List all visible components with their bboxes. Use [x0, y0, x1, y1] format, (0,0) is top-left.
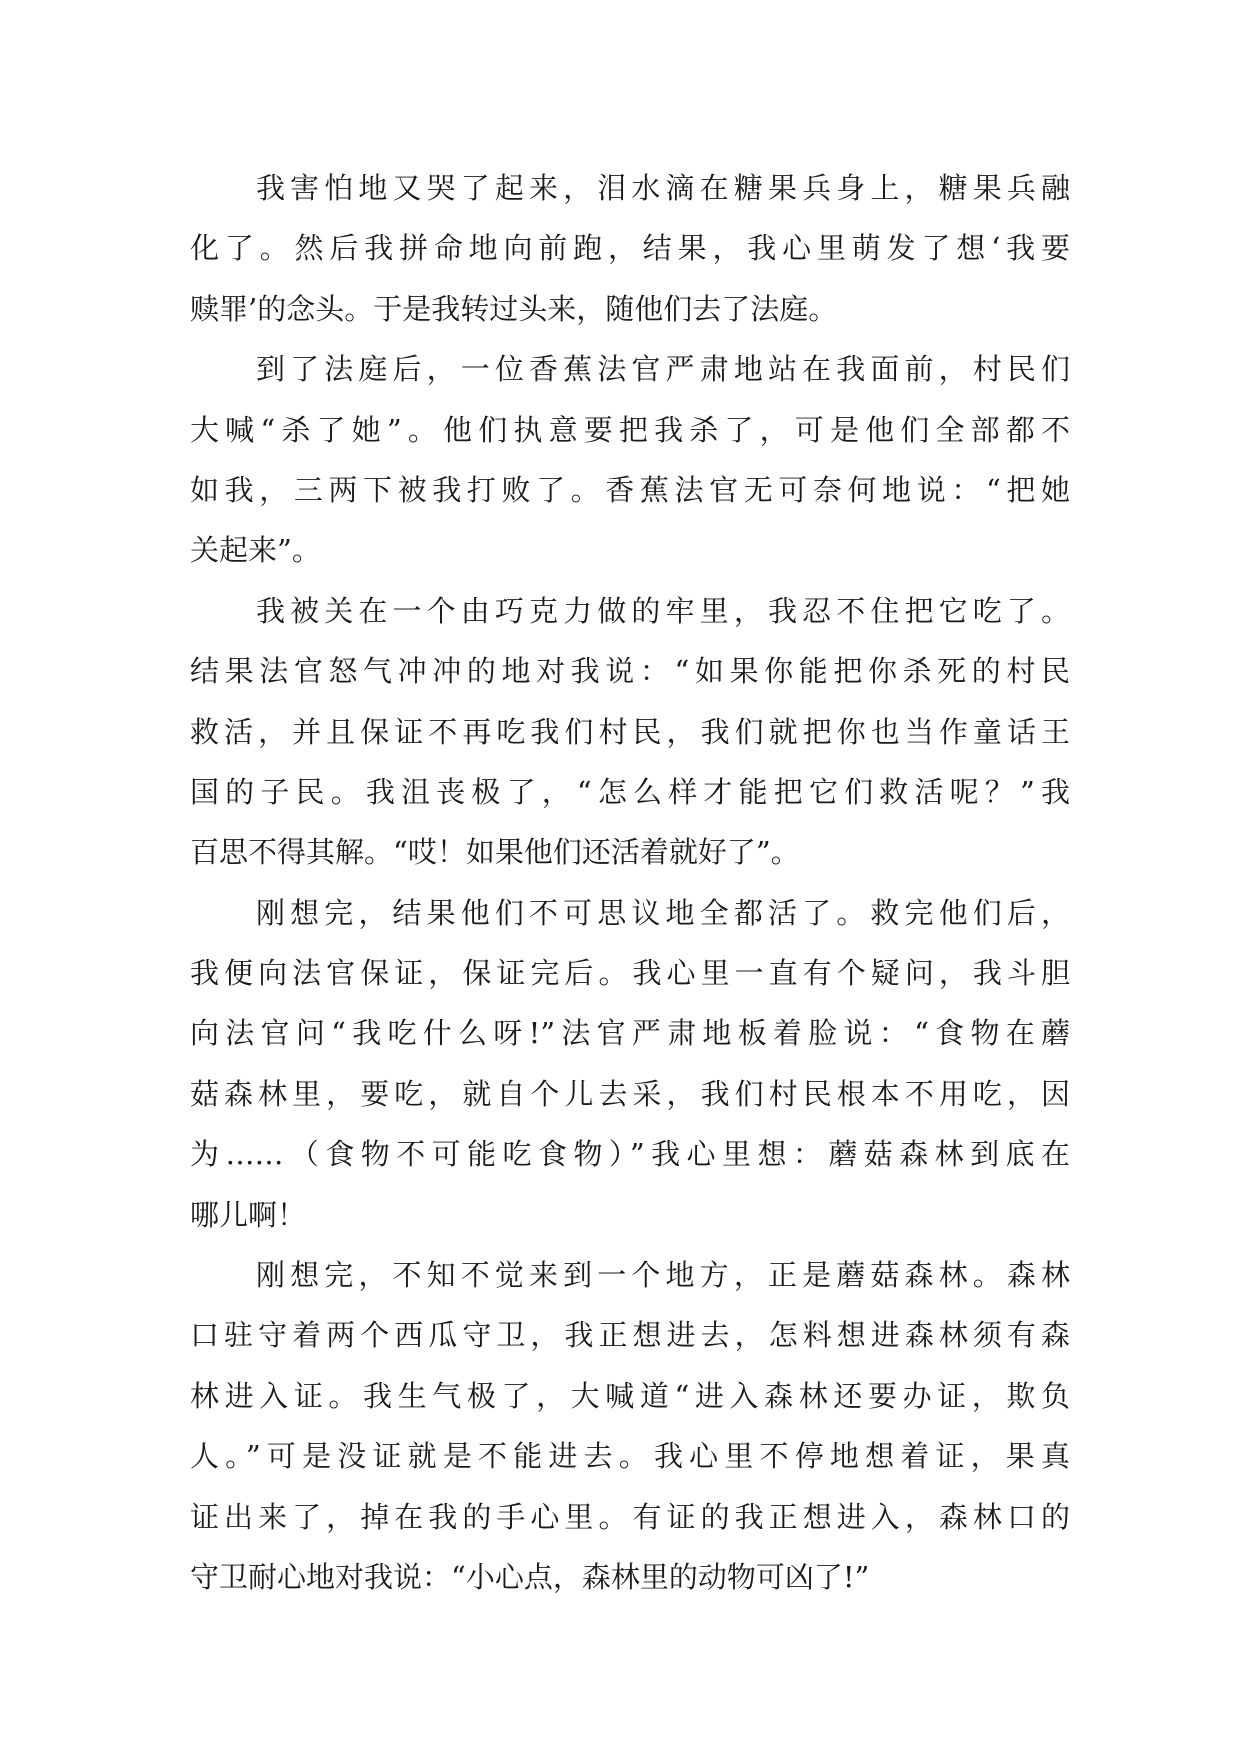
text-line: 如我，三两下被我打败了。香蕉法官无可奈何地说：“把她 [190, 472, 1070, 507]
text-line: 国的子民。我沮丧极了，“怎么样才能把它们救活呢？”我 [190, 774, 1070, 809]
text-line: 刚想完，结果他们不可思议地全都活了。救完他们后， [256, 895, 1070, 930]
text-line: 刚想完，不知不觉来到一个地方，正是蘑菇森林。森林 [256, 1258, 1070, 1293]
text-line: 人。”可是没证就是不能进去。我心里不停地想着证，果真 [190, 1439, 1070, 1474]
document-body [190, 158, 1070, 1607]
text-line: 我被关在一个由巧克力做的牢里，我忍不住把它吃了。 [256, 593, 1070, 628]
text-line: 哪儿啊！ [190, 1197, 307, 1232]
paragraph [190, 1245, 1070, 1607]
text-line: 我害怕地又哭了起来，泪水滴在糖果兵身上，糖果兵融 [256, 171, 1070, 205]
text-line: 结果法官怒气冲冲的地对我说：“如果你能把你杀死的村民 [190, 654, 1070, 689]
text-line: 口驻守着两个西瓜守卫，我正想进去，怎料想进森林须有森 [190, 1318, 1070, 1353]
paragraph [190, 158, 1070, 339]
paragraph [190, 339, 1070, 581]
text-line: 菇森林里，要吃，就自个儿去采，我们村民根本不用吃，因 [190, 1076, 1070, 1111]
text-line: 大喊“杀了她”。他们执意要把我杀了，可是他们全部都不 [190, 412, 1070, 447]
text-line: 赎罪’的念头。于是我转过头来，随他们去了法庭。 [190, 291, 838, 326]
text-line: 百思不得其解。“哎！如果他们还活着就好了”。 [190, 835, 800, 870]
text-line: 我便向法官保证，保证完后。我心里一直有个疑问，我斗胆 [190, 956, 1070, 991]
text-line: 向法官问“我吃什么呀!”法官严肃地板着脸说：“食物在蘑 [190, 1016, 1070, 1051]
text-line: 救活，并且保证不再吃我们村民，我们就把你也当作童话王 [190, 714, 1070, 749]
paragraph [190, 581, 1070, 883]
text-line: 到了法庭后，一位香蕉法官严肃地站在我面前，村民们 [256, 352, 1070, 387]
text-line: 化了。然后我拼命地向前跑，结果，我心里萌发了想‘我要 [190, 231, 1070, 266]
text-line: 守卫耐心地对我说：“小心点，森林里的动物可凶了!” [190, 1559, 870, 1594]
text-line: 关起来”。 [190, 533, 321, 568]
paragraph [190, 883, 1070, 1245]
text-line: 证出来了，掉在我的手心里。有证的我正想进入，森林口的 [190, 1499, 1070, 1534]
text-line: 为……（食物不可能吃食物）”我心里想：蘑菇森林到底在 [190, 1137, 1070, 1172]
text-line: 林进入证。我生气极了，大喊道“进入森林还要办证，欺负 [190, 1378, 1070, 1413]
